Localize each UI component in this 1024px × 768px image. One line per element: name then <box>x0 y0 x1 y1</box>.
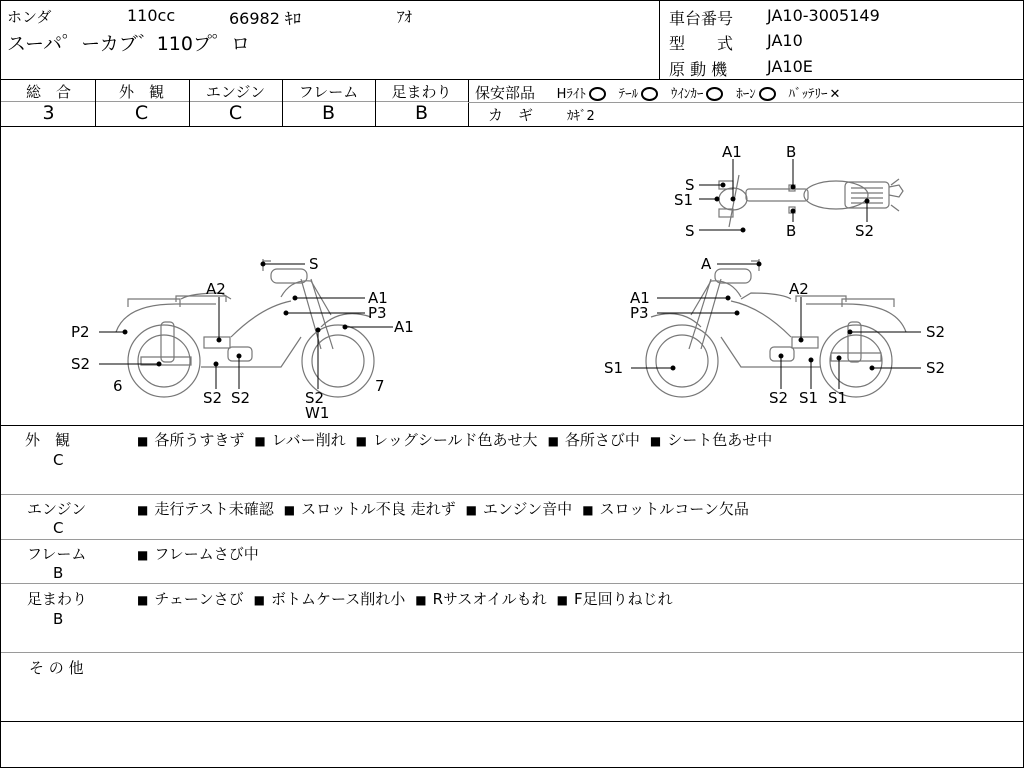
diagram-label: S1 <box>799 389 819 407</box>
diagram-label: 6 <box>113 377 123 395</box>
divider <box>1 539 1023 540</box>
bike-right-view <box>646 259 906 397</box>
frame-no: JA10-3005149 <box>767 6 880 25</box>
remark-note: シート色あせ中 <box>667 431 773 449</box>
remark-grade-frame: B <box>53 564 64 582</box>
divider <box>189 79 190 127</box>
diagram-label: S1 <box>604 359 624 377</box>
diagram-label: S2 <box>71 355 91 373</box>
remark-note: 各所うすきず <box>154 431 245 449</box>
divider <box>1 583 1023 584</box>
bike-left-view <box>116 259 374 397</box>
bullet-icon: ■ <box>137 434 149 448</box>
displacement: 110cc <box>127 6 176 25</box>
remark-category-other: そ の 他 <box>29 659 84 677</box>
remark-category-frame: フレーム <box>27 545 87 563</box>
grade-header-exterior: 外 観 <box>118 83 164 101</box>
grade-frame: B <box>321 102 336 124</box>
remark-grade-engine: C <box>53 519 64 537</box>
divider <box>468 102 1023 103</box>
remark-note: Rサスオイルもれ <box>432 590 547 608</box>
key-value: ｶｷﾞ2 <box>567 109 595 124</box>
ng-cross-icon: ✕ <box>829 87 841 102</box>
diagram-label: S2 <box>926 323 946 341</box>
diagram-label: A1 <box>394 318 414 336</box>
diagram-label: P3 <box>630 304 649 322</box>
diagram-label: B <box>786 143 797 161</box>
divider <box>1 721 1023 722</box>
safety-item-battery: ﾊﾞｯﾃﾘｰ <box>788 87 828 102</box>
damage-diagram <box>1 127 1023 425</box>
ok-circle-icon <box>759 87 776 101</box>
safety-item-headlight: Hﾗｲﾄ <box>556 87 586 102</box>
diagram-label: 7 <box>375 377 385 395</box>
bike-top-view <box>719 175 903 227</box>
mileage: 66982 ｷﾛ <box>229 9 301 28</box>
remark-note: チェーンさび <box>154 590 244 608</box>
remark-note: F足回りねじれ <box>573 590 673 608</box>
remark-note: 各所さび中 <box>564 431 640 449</box>
remark-category-suspension: 足まわり <box>27 590 88 608</box>
diagram-label: B <box>786 222 797 240</box>
diagram-label: A1 <box>630 289 650 307</box>
diagram-label: S <box>685 222 695 240</box>
grade-suspension: B <box>414 102 429 124</box>
ok-circle-icon <box>589 87 606 101</box>
diagram-label: A2 <box>789 280 809 298</box>
bullet-icon: ■ <box>465 503 477 517</box>
diagram-label: S2 <box>203 389 223 407</box>
remark-notes-exterior <box>137 429 782 450</box>
key-label: カ ギ <box>488 106 534 124</box>
remark-note: レッグシールド色あせ大 <box>373 431 538 449</box>
remark-category-engine: エンジン <box>27 500 87 518</box>
divider <box>1 494 1023 495</box>
safety-item-tail: ﾃｰﾙ <box>618 87 639 102</box>
ok-circle-icon <box>641 87 658 101</box>
remark-note: 走行テスト未確認 <box>154 500 274 518</box>
diagram-label: A1 <box>722 143 742 161</box>
safety-item-winker: ｳｲﾝｶｰ <box>670 87 704 102</box>
diagram-label: A <box>701 255 712 273</box>
divider <box>375 79 376 127</box>
grade-engine: C <box>228 102 243 124</box>
engine-no: JA10E <box>767 57 813 76</box>
color: ｱｵ <box>397 8 413 26</box>
divider <box>1 652 1023 653</box>
divider <box>1 425 1023 426</box>
remark-note: エンジン音中 <box>482 500 573 518</box>
grade-header-engine: エンジン <box>205 83 266 101</box>
diagram-label: S1 <box>828 389 848 407</box>
remark-note: スロットルコーン欠品 <box>599 500 749 518</box>
remark-notes-frame <box>137 543 269 564</box>
diagram-label: S2 <box>231 389 251 407</box>
safety-parts <box>475 82 840 103</box>
remark-category-exterior: 外 観 <box>25 431 71 449</box>
diagram-label: W1 <box>305 404 330 422</box>
maker: ホンダ <box>7 8 52 26</box>
bullet-icon: ■ <box>137 503 149 517</box>
header-divider <box>659 1 660 79</box>
grade-header-frame: フレーム <box>298 83 359 101</box>
grade-header-overall: 総 合 <box>25 83 71 101</box>
remark-notes-suspension <box>137 588 683 609</box>
diagram-label: S1 <box>674 191 694 209</box>
bullet-icon: ■ <box>355 434 367 448</box>
divider <box>95 79 96 127</box>
diagram-label: P2 <box>71 323 90 341</box>
bullet-icon: ■ <box>137 593 149 607</box>
diagram-label: S2 <box>769 389 789 407</box>
model-name: スーパ゜ーカブ゛110プ゜ロ <box>7 33 250 55</box>
remark-note: フレームさび中 <box>154 545 259 563</box>
bullet-icon: ■ <box>254 434 266 448</box>
model-type: JA10 <box>767 31 803 50</box>
grade-overall: 3 <box>42 102 55 124</box>
diagram-label: A2 <box>206 280 226 298</box>
bullet-icon: ■ <box>649 434 662 448</box>
diagram-label: A1 <box>368 289 388 307</box>
bullet-icon: ■ <box>582 503 594 517</box>
divider <box>282 79 283 127</box>
diagram-label: S <box>685 176 695 194</box>
diagram-label: S2 <box>926 359 946 377</box>
grade-exterior: C <box>134 102 149 124</box>
bullet-icon: ■ <box>283 503 296 517</box>
bullet-icon: ■ <box>415 593 427 607</box>
remark-grade-exterior: C <box>53 451 64 469</box>
diagram-label: S2 <box>855 222 875 240</box>
bullet-icon: ■ <box>547 434 559 448</box>
safety-item-horn: ﾎｰﾝ <box>736 87 756 102</box>
divider <box>468 79 469 127</box>
diagram-label: P3 <box>368 304 387 322</box>
engine-label: 原 動 機 <box>669 60 728 79</box>
bullet-icon: ■ <box>253 593 265 607</box>
remark-note: ボトムケース削れ小 <box>270 590 406 608</box>
divider <box>1 79 1023 80</box>
bullet-icon: ■ <box>556 593 568 607</box>
model-type-label: 型 式 <box>669 34 734 53</box>
remark-note: スロットル不良 走れず <box>301 500 456 518</box>
frame-no-label: 車台番号 <box>669 9 734 28</box>
safety-label: 保安部品 <box>475 84 536 102</box>
bullet-icon: ■ <box>137 548 149 562</box>
remark-grade-suspension: B <box>53 610 64 628</box>
remark-note: レバー削れ <box>271 431 346 449</box>
grade-header-suspension: 足まわり <box>391 83 452 101</box>
diagram-label: S2 <box>305 389 325 407</box>
remark-notes-engine <box>137 498 759 519</box>
diagram-label: S <box>309 255 319 273</box>
ok-circle-icon <box>706 87 723 101</box>
